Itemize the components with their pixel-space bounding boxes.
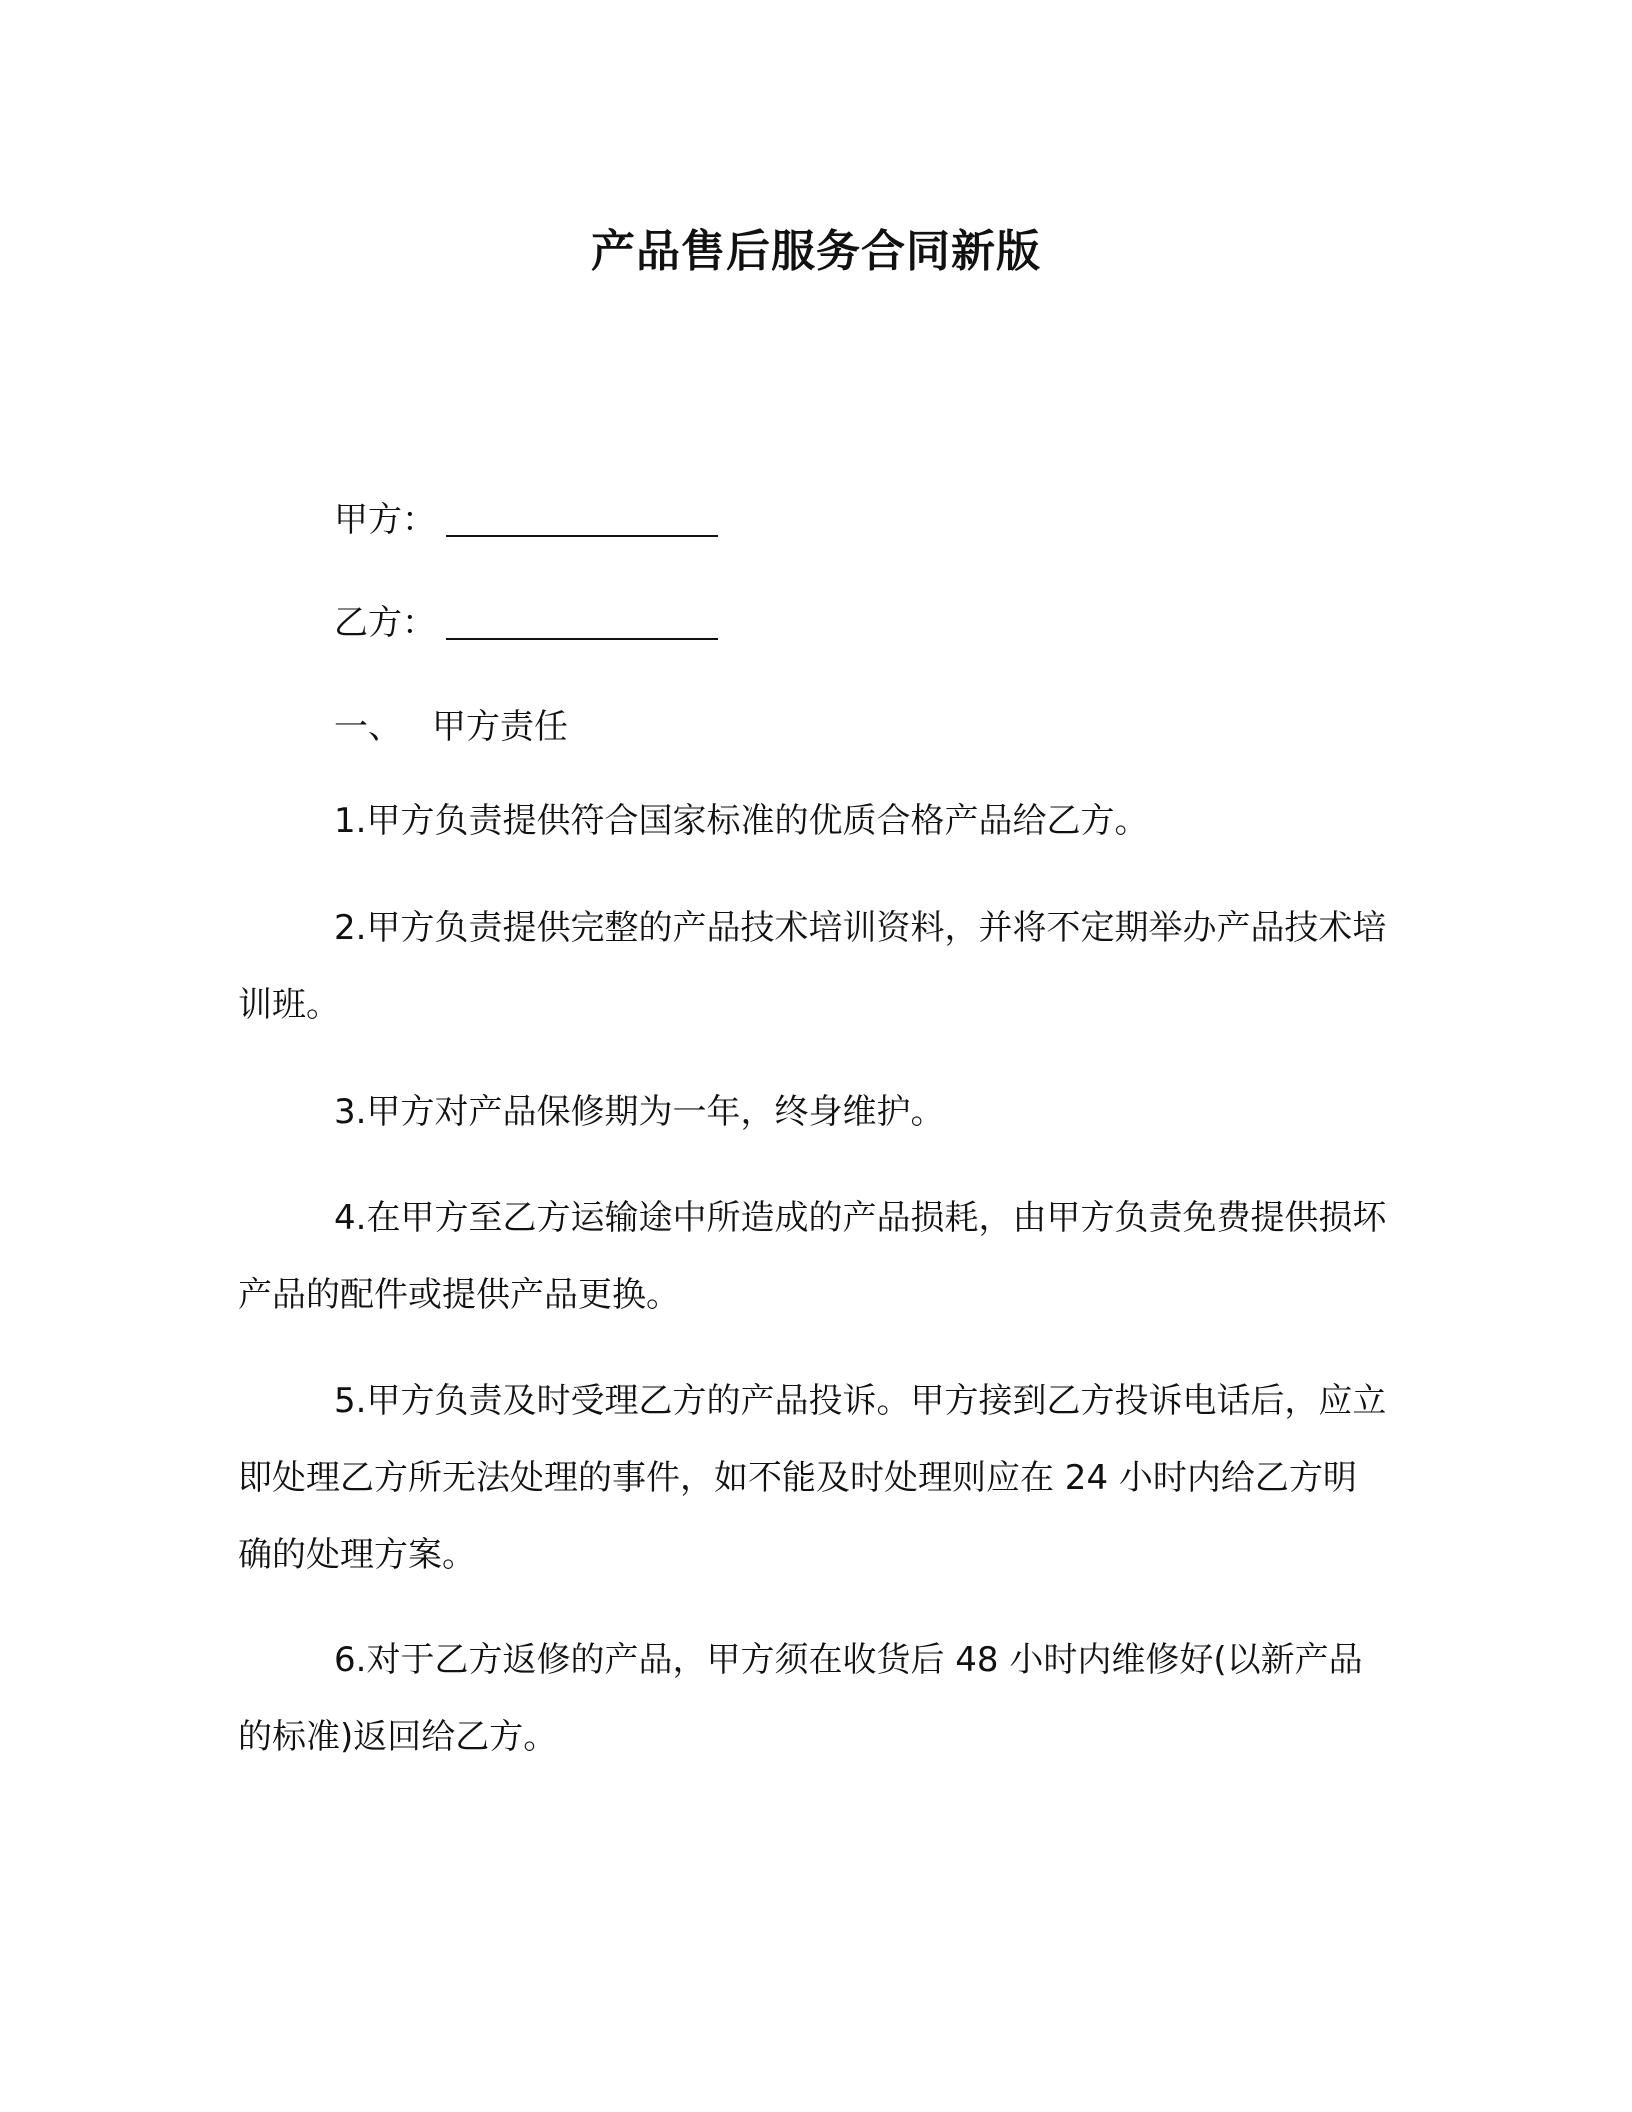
section-title: 甲方责任 [432,707,568,747]
clause-3: 3.甲方对产品保修期为一年，终身维护。 [334,1092,945,1132]
document-title: 产品售后服务合同新版 [591,226,1041,277]
party-a-label: 甲方： [334,500,436,540]
clause-1: 1.甲方负责提供符合国家标准的优质合格产品给乙方。 [334,801,1149,841]
clause-2: 2.甲方负责提供完整的产品技术培训资料，并将不定期举办产品技术培训班。 [238,908,1387,1025]
party-b-field [334,598,718,648]
party-a-field [334,495,718,545]
clause-4: 4.在甲方至乙方运输途中所造成的产品损耗，由甲方负责免费提供损坏产品的配件或提供产品更换。 [238,1198,1387,1315]
party-b-label: 乙方： [334,603,436,643]
party-b-blank-line [446,602,718,640]
party-a-blank-line [446,499,718,537]
section-number: 一、 [334,707,402,747]
clause-5: 5.甲方负责及时受理乙方的产品投诉。甲方接到乙方投诉电话后，应立即处理乙方所无法处理的事件，如不能及时处理则应在 24 小时内给乙方明确的处理方案。 [238,1381,1387,1575]
clause-6: 6.对于乙方返修的产品，甲方须在收货后 48 小时内维修好(以新产品的标准)返回给乙方。 [238,1640,1363,1757]
section-heading [334,702,568,752]
